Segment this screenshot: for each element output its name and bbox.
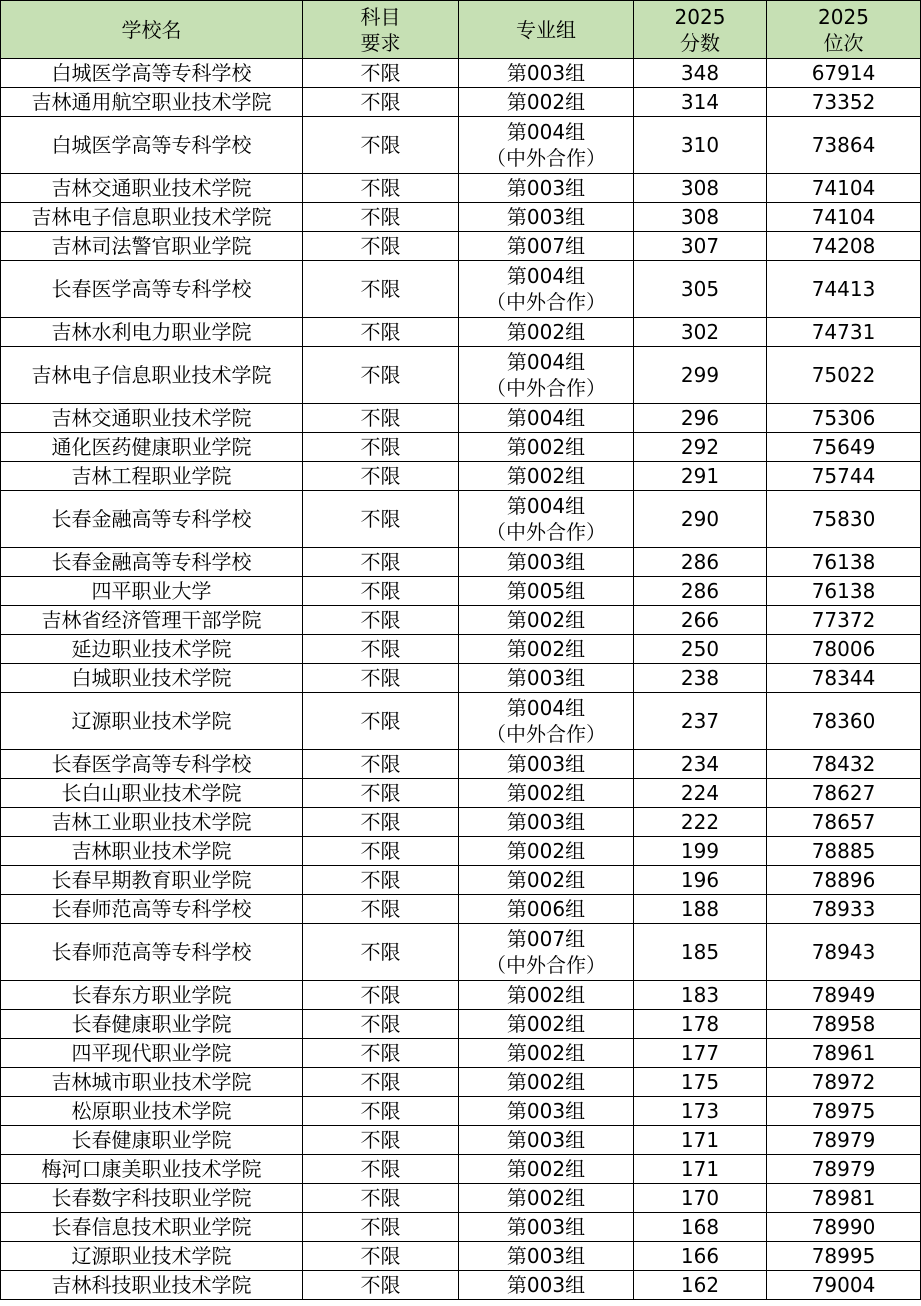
requirement-cell: 不限	[303, 635, 459, 664]
group-line: 第002组	[506, 1157, 586, 1181]
rank-cell: 78885	[767, 837, 921, 866]
group-line: 第003组	[506, 752, 586, 776]
rank-cell: 78975	[767, 1097, 921, 1126]
table-row	[1, 895, 921, 924]
requirement-cell: 不限	[303, 1184, 459, 1213]
school-cell: 白城医学高等专科学校	[1, 117, 303, 174]
group-cell	[459, 117, 634, 174]
rank-cell: 78949	[767, 981, 921, 1010]
requirement-cell: 不限	[303, 866, 459, 895]
group-cell	[459, 1213, 634, 1242]
score-cell: 183	[634, 981, 767, 1010]
requirement-cell: 不限	[303, 491, 459, 548]
group-line: 第003组	[506, 810, 586, 834]
school-cell: 长春数字科技职业学院	[1, 1184, 303, 1213]
requirement-cell: 不限	[303, 232, 459, 261]
table-row	[1, 1126, 921, 1155]
group-cell	[459, 1097, 634, 1126]
rank-cell: 74208	[767, 232, 921, 261]
group-cell	[459, 404, 634, 433]
score-cell: 199	[634, 837, 767, 866]
requirement-cell: 不限	[303, 433, 459, 462]
table-row	[1, 232, 921, 261]
group-cell	[459, 693, 634, 750]
group-line: 第006组	[506, 897, 586, 921]
header-score: 2025 分数	[634, 1, 767, 59]
table-row	[1, 924, 921, 981]
group-line: 第002组	[506, 464, 586, 488]
table-row	[1, 462, 921, 491]
table-row	[1, 261, 921, 318]
score-cell: 196	[634, 866, 767, 895]
group-line: （中外合作）	[486, 290, 606, 314]
score-cell: 348	[634, 59, 767, 88]
group-line: 第002组	[506, 637, 586, 661]
group-cell	[459, 1039, 634, 1068]
score-cell: 224	[634, 779, 767, 808]
rank-cell: 78432	[767, 750, 921, 779]
school-cell: 通化医药健康职业学院	[1, 433, 303, 462]
table-row	[1, 1097, 921, 1126]
header-school: 学校名	[1, 1, 303, 59]
school-cell: 吉林职业技术学院	[1, 837, 303, 866]
score-cell: 286	[634, 548, 767, 577]
group-line: 第007组	[506, 927, 586, 951]
school-cell: 长春信息技术职业学院	[1, 1213, 303, 1242]
score-cell: 238	[634, 664, 767, 693]
rank-cell: 75306	[767, 404, 921, 433]
group-cell	[459, 1068, 634, 1097]
group-line: 第002组	[506, 320, 586, 344]
rank-cell: 75830	[767, 491, 921, 548]
group-line: 第004组	[506, 494, 586, 518]
group-cell	[459, 837, 634, 866]
table-row	[1, 433, 921, 462]
header-major-group: 专业组	[459, 1, 634, 59]
group-cell	[459, 1271, 634, 1300]
school-cell: 吉林司法警官职业学院	[1, 232, 303, 261]
requirement-cell: 不限	[303, 117, 459, 174]
score-cell: 162	[634, 1271, 767, 1300]
group-cell	[459, 577, 634, 606]
table-row	[1, 693, 921, 750]
table-row	[1, 203, 921, 232]
school-cell: 吉林交通职业技术学院	[1, 404, 303, 433]
score-cell: 302	[634, 318, 767, 347]
score-cell: 305	[634, 261, 767, 318]
group-cell	[459, 232, 634, 261]
table-row	[1, 59, 921, 88]
requirement-cell: 不限	[303, 174, 459, 203]
score-cell: 290	[634, 491, 767, 548]
group-cell	[459, 491, 634, 548]
school-cell: 四平现代职业学院	[1, 1039, 303, 1068]
score-cell: 299	[634, 347, 767, 404]
school-cell: 吉林科技职业技术学院	[1, 1271, 303, 1300]
requirement-cell: 不限	[303, 1271, 459, 1300]
group-line: 第003组	[506, 666, 586, 690]
score-cell: 168	[634, 1213, 767, 1242]
table-row	[1, 1068, 921, 1097]
group-cell	[459, 606, 634, 635]
requirement-cell: 不限	[303, 693, 459, 750]
group-line: 第002组	[506, 1070, 586, 1094]
requirement-cell: 不限	[303, 837, 459, 866]
score-cell: 237	[634, 693, 767, 750]
table-row	[1, 981, 921, 1010]
group-line: 第003组	[506, 1128, 586, 1152]
school-cell: 梅河口康美职业技术学院	[1, 1155, 303, 1184]
group-cell	[459, 866, 634, 895]
school-cell: 长春师范高等专科学校	[1, 895, 303, 924]
rank-cell: 76138	[767, 548, 921, 577]
school-cell: 长春医学高等专科学校	[1, 750, 303, 779]
group-line: 第004组	[506, 264, 586, 288]
score-cell: 166	[634, 1242, 767, 1271]
requirement-cell: 不限	[303, 1242, 459, 1271]
requirement-cell: 不限	[303, 59, 459, 88]
table-row	[1, 548, 921, 577]
school-cell: 长春师范高等专科学校	[1, 924, 303, 981]
group-cell	[459, 1155, 634, 1184]
group-line: 第004组	[506, 696, 586, 720]
rank-cell: 74104	[767, 174, 921, 203]
table-row	[1, 1271, 921, 1300]
score-cell: 266	[634, 606, 767, 635]
table-row	[1, 1010, 921, 1039]
group-line: 第004组	[506, 350, 586, 374]
score-cell: 234	[634, 750, 767, 779]
requirement-cell: 不限	[303, 1068, 459, 1097]
requirement-cell: 不限	[303, 548, 459, 577]
table-row	[1, 318, 921, 347]
school-cell: 辽源职业技术学院	[1, 1242, 303, 1271]
group-cell	[459, 981, 634, 1010]
school-cell: 长春金融高等专科学校	[1, 491, 303, 548]
school-cell: 吉林工程职业学院	[1, 462, 303, 491]
rank-cell: 78990	[767, 1213, 921, 1242]
school-cell: 长白山职业技术学院	[1, 779, 303, 808]
group-cell	[459, 347, 634, 404]
table-row	[1, 174, 921, 203]
score-cell: 296	[634, 404, 767, 433]
group-cell	[459, 1184, 634, 1213]
table-row	[1, 1155, 921, 1184]
requirement-cell: 不限	[303, 1155, 459, 1184]
group-cell	[459, 261, 634, 318]
school-cell: 白城职业技术学院	[1, 664, 303, 693]
group-line: （中外合作）	[486, 953, 606, 977]
group-line: 第002组	[506, 1186, 586, 1210]
table-row	[1, 664, 921, 693]
group-cell	[459, 779, 634, 808]
rank-cell: 75744	[767, 462, 921, 491]
table-row	[1, 750, 921, 779]
rank-cell: 78981	[767, 1184, 921, 1213]
rank-cell: 78979	[767, 1155, 921, 1184]
rank-cell: 77372	[767, 606, 921, 635]
score-cell: 314	[634, 88, 767, 117]
score-cell: 292	[634, 433, 767, 462]
requirement-cell: 不限	[303, 404, 459, 433]
requirement-cell: 不限	[303, 347, 459, 404]
rank-cell: 78657	[767, 808, 921, 837]
rank-cell: 79004	[767, 1271, 921, 1300]
rank-cell: 78006	[767, 635, 921, 664]
requirement-cell: 不限	[303, 261, 459, 318]
group-line: （中外合作）	[486, 146, 606, 170]
group-line: 第003组	[506, 1244, 586, 1268]
group-cell	[459, 635, 634, 664]
requirement-cell: 不限	[303, 808, 459, 837]
group-line: 第002组	[506, 1041, 586, 1065]
score-cell: 188	[634, 895, 767, 924]
group-line: 第002组	[506, 90, 586, 114]
table-row	[1, 837, 921, 866]
school-cell: 吉林电子信息职业技术学院	[1, 347, 303, 404]
group-line: （中外合作）	[486, 722, 606, 746]
score-cell: 177	[634, 1039, 767, 1068]
table-row	[1, 779, 921, 808]
group-line: 第003组	[506, 550, 586, 574]
group-line: 第003组	[506, 61, 586, 85]
school-cell: 长春健康职业学院	[1, 1010, 303, 1039]
group-cell	[459, 318, 634, 347]
score-cell: 170	[634, 1184, 767, 1213]
requirement-cell: 不限	[303, 924, 459, 981]
group-cell	[459, 203, 634, 232]
requirement-cell: 不限	[303, 1039, 459, 1068]
table-row	[1, 808, 921, 837]
score-cell: 175	[634, 1068, 767, 1097]
group-cell	[459, 808, 634, 837]
school-cell: 吉林省经济管理干部学院	[1, 606, 303, 635]
header-rank: 2025 位次	[767, 1, 921, 59]
table-row	[1, 1242, 921, 1271]
score-cell: 307	[634, 232, 767, 261]
table-row	[1, 577, 921, 606]
school-cell: 长春医学高等专科学校	[1, 261, 303, 318]
group-cell	[459, 88, 634, 117]
requirement-cell: 不限	[303, 779, 459, 808]
group-line: 第003组	[506, 1099, 586, 1123]
group-line: 第002组	[506, 435, 586, 459]
table-row	[1, 866, 921, 895]
rank-cell: 75649	[767, 433, 921, 462]
requirement-cell: 不限	[303, 1126, 459, 1155]
group-line: 第003组	[506, 1273, 586, 1297]
group-cell	[459, 462, 634, 491]
score-cell: 173	[634, 1097, 767, 1126]
header-row	[1, 1, 921, 59]
school-cell: 辽源职业技术学院	[1, 693, 303, 750]
rank-cell: 78896	[767, 866, 921, 895]
score-cell: 308	[634, 174, 767, 203]
rank-cell: 76138	[767, 577, 921, 606]
score-cell: 308	[634, 203, 767, 232]
group-cell	[459, 664, 634, 693]
rank-cell: 78360	[767, 693, 921, 750]
group-line: 第005组	[506, 579, 586, 603]
group-line: 第004组	[506, 406, 586, 430]
rank-cell: 78627	[767, 779, 921, 808]
requirement-cell: 不限	[303, 1010, 459, 1039]
group-cell	[459, 59, 634, 88]
table-row	[1, 1039, 921, 1068]
rank-cell: 78961	[767, 1039, 921, 1068]
score-cell: 310	[634, 117, 767, 174]
school-cell: 延边职业技术学院	[1, 635, 303, 664]
table-row	[1, 491, 921, 548]
requirement-cell: 不限	[303, 318, 459, 347]
requirement-cell: 不限	[303, 895, 459, 924]
group-cell	[459, 1126, 634, 1155]
table-row	[1, 88, 921, 117]
group-cell	[459, 1242, 634, 1271]
table-row	[1, 347, 921, 404]
group-line: 第002组	[506, 781, 586, 805]
score-cell: 178	[634, 1010, 767, 1039]
group-line: 第003组	[506, 205, 586, 229]
group-cell	[459, 750, 634, 779]
group-cell	[459, 924, 634, 981]
group-line: 第003组	[506, 176, 586, 200]
rank-cell: 78995	[767, 1242, 921, 1271]
requirement-cell: 不限	[303, 606, 459, 635]
school-cell: 长春早期教育职业学院	[1, 866, 303, 895]
group-cell	[459, 433, 634, 462]
group-line: （中外合作）	[486, 520, 606, 544]
table-row	[1, 404, 921, 433]
group-line: （中外合作）	[486, 376, 606, 400]
school-cell: 吉林通用航空职业技术学院	[1, 88, 303, 117]
rank-cell: 75022	[767, 347, 921, 404]
group-cell	[459, 1010, 634, 1039]
group-cell	[459, 895, 634, 924]
rank-cell: 78972	[767, 1068, 921, 1097]
rank-cell: 78958	[767, 1010, 921, 1039]
score-cell: 171	[634, 1126, 767, 1155]
rank-cell: 73352	[767, 88, 921, 117]
requirement-cell: 不限	[303, 88, 459, 117]
school-cell: 松原职业技术学院	[1, 1097, 303, 1126]
group-line: 第002组	[506, 868, 586, 892]
table-row	[1, 117, 921, 174]
table-row	[1, 1184, 921, 1213]
rank-cell: 78979	[767, 1126, 921, 1155]
requirement-cell: 不限	[303, 664, 459, 693]
requirement-cell: 不限	[303, 203, 459, 232]
score-cell: 171	[634, 1155, 767, 1184]
requirement-cell: 不限	[303, 981, 459, 1010]
school-cell: 吉林交通职业技术学院	[1, 174, 303, 203]
score-cell: 286	[634, 577, 767, 606]
score-cell: 291	[634, 462, 767, 491]
score-cell: 185	[634, 924, 767, 981]
rank-cell: 67914	[767, 59, 921, 88]
table-row	[1, 635, 921, 664]
school-cell: 四平职业大学	[1, 577, 303, 606]
group-line: 第002组	[506, 1012, 586, 1036]
group-cell	[459, 548, 634, 577]
table-row	[1, 1213, 921, 1242]
school-cell: 吉林水利电力职业学院	[1, 318, 303, 347]
requirement-cell: 不限	[303, 1097, 459, 1126]
header-subject-requirement: 科目 要求	[303, 1, 459, 59]
rank-cell: 78344	[767, 664, 921, 693]
school-cell: 白城医学高等专科学校	[1, 59, 303, 88]
group-line: 第003组	[506, 1215, 586, 1239]
rank-cell: 74104	[767, 203, 921, 232]
rank-cell: 74731	[767, 318, 921, 347]
group-line: 第007组	[506, 234, 586, 258]
school-cell: 长春东方职业学院	[1, 981, 303, 1010]
score-cell: 250	[634, 635, 767, 664]
school-cell: 长春健康职业学院	[1, 1126, 303, 1155]
school-cell: 吉林城市职业技术学院	[1, 1068, 303, 1097]
rank-cell: 73864	[767, 117, 921, 174]
school-cell: 吉林工业职业技术学院	[1, 808, 303, 837]
rank-cell: 78943	[767, 924, 921, 981]
requirement-cell: 不限	[303, 577, 459, 606]
requirement-cell: 不限	[303, 750, 459, 779]
rank-cell: 78933	[767, 895, 921, 924]
school-cell: 吉林电子信息职业技术学院	[1, 203, 303, 232]
school-cell: 长春金融高等专科学校	[1, 548, 303, 577]
group-line: 第002组	[506, 983, 586, 1007]
table-row	[1, 606, 921, 635]
group-cell	[459, 174, 634, 203]
group-line: 第004组	[506, 120, 586, 144]
score-cell: 222	[634, 808, 767, 837]
group-line: 第002组	[506, 839, 586, 863]
rank-cell: 74413	[767, 261, 921, 318]
requirement-cell: 不限	[303, 462, 459, 491]
requirement-cell: 不限	[303, 1213, 459, 1242]
group-line: 第002组	[506, 608, 586, 632]
